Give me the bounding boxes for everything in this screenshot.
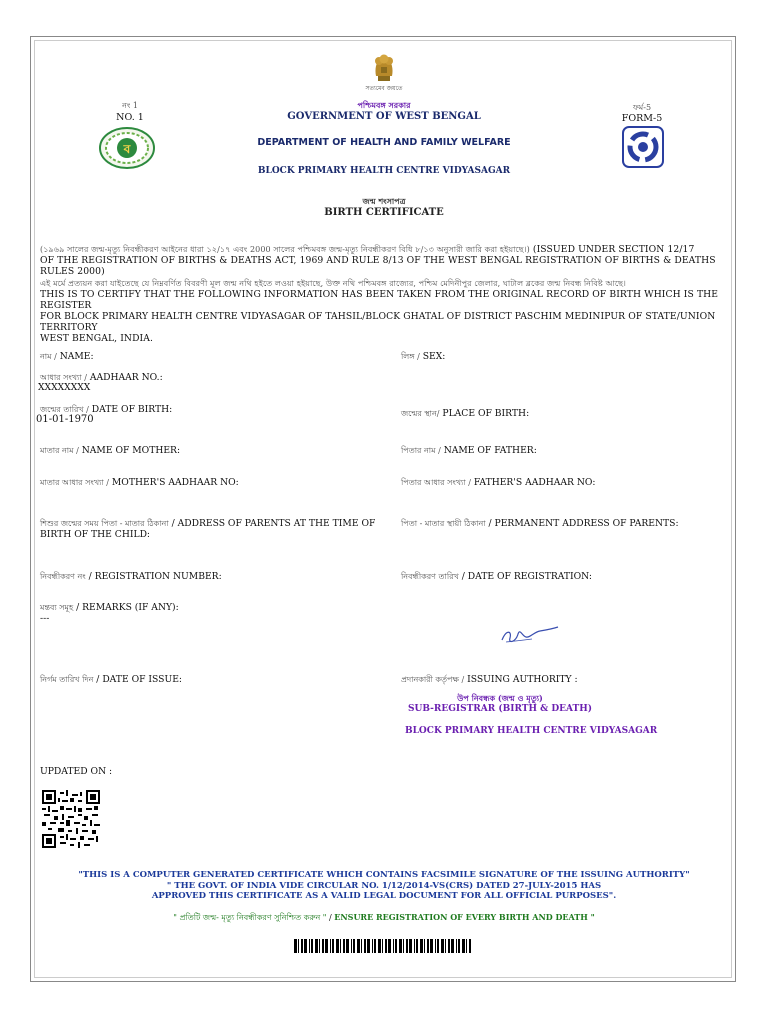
certify-block: [40, 278, 730, 344]
ensure-registration-bn: " প্রতিটি জন্ম- মৃত্যু নিবন্ধীকরণ সুনিশ্চিত করুন ": [173, 913, 327, 922]
certificate-title: BIRTH CERTIFICATE: [324, 207, 444, 218]
updated-on: UPDATED ON :: [40, 766, 113, 777]
left-number: NO. 1: [116, 112, 144, 123]
permanent-address-field: পিতা - মাতার স্থায়ী ঠিকানা / PERMANENT ADDRESS OF PARENTS:: [401, 518, 679, 529]
mother-name-field: মাতার নাম / NAME OF MOTHER:: [40, 445, 181, 456]
name-field: নাম / NAME:: [40, 351, 94, 362]
certificate-inner-border: [34, 40, 732, 978]
signature-icon: [496, 622, 560, 650]
government-title: GOVERNMENT OF WEST BENGAL: [287, 111, 481, 122]
aadhaar-field: আধার সংখ্যা / AADHAAR NO.:: [40, 372, 163, 383]
qr-code-icon: [42, 790, 100, 848]
issued-under-en-2: OF THE REGISTRATION OF BIRTHS & DEATHS ACT, 1969 AND RULE 8/13 OF THE WEST BENGAL REGISTRATION OF BIRTHS & DEATHS RULES 2000): [40, 255, 716, 277]
emblem-motto: সত্যমেব জয়তে: [365, 85, 403, 92]
remarks-value: ---: [40, 613, 50, 624]
west-bengal-logo-icon: [98, 126, 156, 170]
registration-date-field: নিবন্ধীকরণ তারিখ / DATE OF REGISTRATION:: [401, 571, 592, 582]
footer-line-1: "THIS IS A COMPUTER GENERATED CERTIFICATE WHICH CONTAINS FACSIMILE SIGNATURE OF THE ISSUING AUTHORITY": [78, 870, 690, 880]
department-title: DEPARTMENT OF HEALTH AND FAMILY WELFARE: [257, 137, 511, 148]
issuing-authority-field: প্রদানকারী কর্তৃপক্ষ / ISSUING AUTHORITY :: [401, 674, 578, 685]
signatory-office: BLOCK PRIMARY HEALTH CENTRE VIDYASAGAR: [405, 726, 658, 736]
issued-under-block: [40, 244, 730, 277]
certify-line-2: FOR BLOCK PRIMARY HEALTH CENTRE VIDYASAGAR OF TAHSIL/BLOCK GHATAL OF DISTRICT PASCHIM MEDINIPUR OF STATE/UNION TERRITORY: [40, 311, 716, 333]
date-of-issue-field: নির্গম তারিখ দিন / DATE OF ISSUE:: [40, 674, 182, 685]
sex-field: লিঙ্গ / SEX:: [401, 351, 446, 362]
ensure-registration: " প্রতিটি জন্ম- মৃত্যু নিবন্ধীকরণ সুনিশ্চিত করুন " / ENSURE REGISTRATION OF EVERY BIRTH AND DEATH ": [173, 912, 595, 922]
place-of-birth-field: জন্মের স্থান/ PLACE OF BIRTH:: [401, 408, 530, 419]
sub-registrar-title: SUB-REGISTRAR (BIRTH & DEATH): [408, 704, 592, 714]
registration-logo-icon: [622, 126, 664, 168]
right-form-bn: ফর্ম-5: [632, 103, 652, 112]
registration-number-field: নিবন্ধীকরণ নং / REGISTRATION NUMBER:: [40, 571, 222, 582]
left-number-bn: নং 1: [122, 101, 138, 110]
issued-under-bn: (১৯৬৯ সালের জন্ম-মৃত্যু নিবন্ধীকরণ আইনের ধারা ১২/১৭ এবং 2000 সালের পশ্চিমবঙ্গ জন্ম-মৃত্যু নিবন্ধীকরণ বিধি ৮/১৩ অনুসারী জারি করা হইয়াছে।): [40, 245, 530, 254]
certificate-title-bn: জন্ম শংসাপত্র: [362, 196, 406, 206]
dob-field: জন্মের তারিখ / DATE OF BIRTH:: [40, 404, 173, 415]
right-form: FORM-5: [621, 113, 663, 124]
dob-value: 01-01-1970: [36, 414, 94, 425]
issued-under-en-1: (ISSUED UNDER SECTION 12/17: [532, 244, 695, 255]
government-bn: পশ্চিমবঙ্গ সরকার: [357, 100, 411, 110]
mother-aadhaar-field: মাতার আধার সংখ্যা / MOTHER'S AADHAAR NO:: [40, 477, 239, 488]
footer-notice: [40, 870, 728, 902]
certify-line-1: THIS IS TO CERTIFY THAT THE FOLLOWING INFORMATION HAS BEEN TAKEN FROM THE ORIGINAL RECORD OF BIRTH WHICH IS THE REGISTER: [40, 289, 719, 311]
ensure-registration-en: ENSURE REGISTRATION OF EVERY BIRTH AND DEATH ": [334, 912, 595, 922]
sub-registrar-bn: উপ নিবন্ধক (জন্ম ও মৃত্যু): [457, 693, 543, 703]
father-name-field: পিতার নাম / NAME OF FATHER:: [401, 445, 537, 456]
footer-line-2: " THE GOVT. OF INDIA VIDE CIRCULAR NO. 1/12/2014-VS(CRS) DATED 27-JULY-2015 HAS: [166, 880, 602, 891]
footer-line-3: APPROVED THIS CERTIFICATE AS A VALID LEGAL DOCUMENT FOR ALL OFFICIAL PURPOSES".: [151, 891, 617, 901]
remarks-field: মন্তব্য সমূহ / REMARKS (IF ANY):: [40, 602, 179, 613]
address-at-birth-field: শিশুর জন্মের সময় পিতা - মাতার ঠিকানা / ADDRESS OF PARENTS AT THE TIME OF BIRTH OF THE CHILD:: [40, 518, 376, 540]
certify-bn: এই মর্মে প্রত্যয়ন করা যাইতেছে যে নিম্নবর্ণিত বিবরণী মূল জন্ম নথি হইতে লওয়া হইয়াছে, উক্ত নথি পশ্চিমবঙ্গ রাজ্যের, পশ্চিম মেদিনীপুর জেলার, ঘাটাল ব্লকের জন্ম নিবন্ধ নিবিষ্ট আছে।: [40, 279, 626, 288]
barcode-icon: [294, 938, 474, 952]
certify-line-3: WEST BENGAL, INDIA.: [40, 333, 154, 344]
aadhaar-value: XXXXXXXX: [38, 382, 91, 393]
father-aadhaar-field: পিতার আধার সংখ্যা / FATHER'S AADHAAR NO:: [401, 477, 596, 488]
svg-text:ব: ব: [123, 142, 131, 156]
centre-title: BLOCK PRIMARY HEALTH CENTRE VIDYASAGAR: [257, 166, 511, 176]
